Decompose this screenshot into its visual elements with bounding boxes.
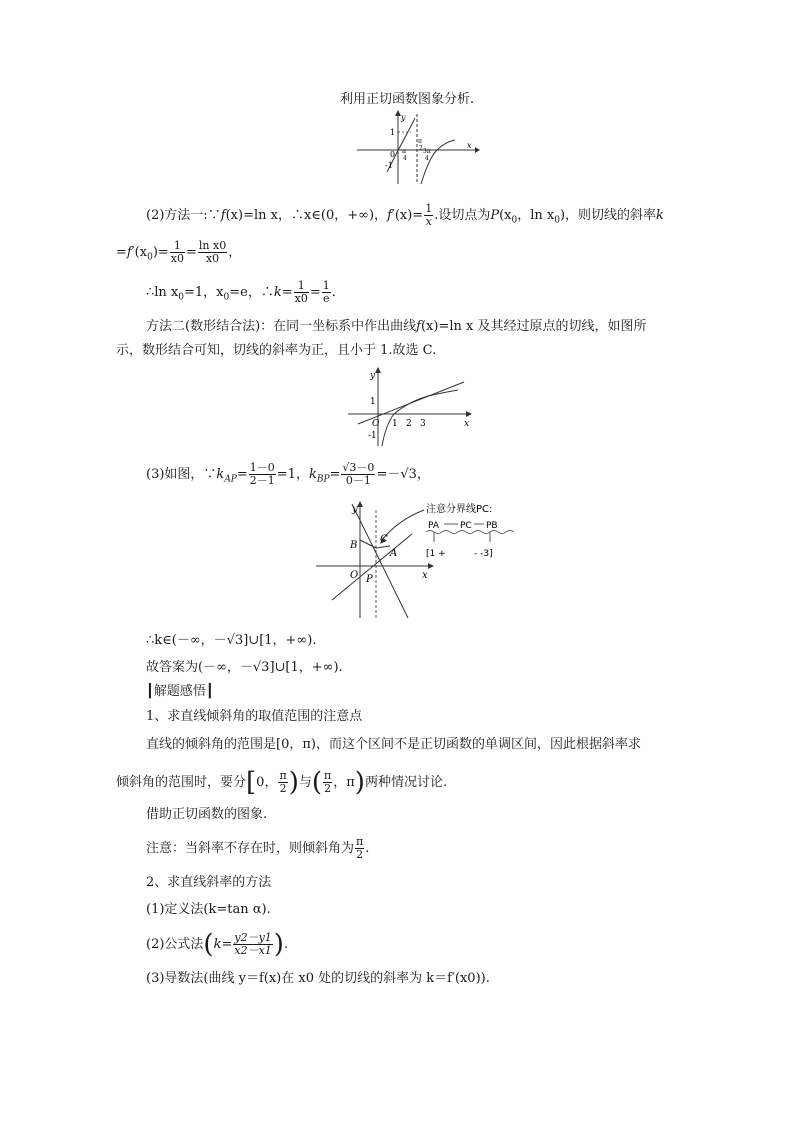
para-2: 借助正切函数的图象. — [146, 807, 268, 822]
fig1-pi4-den: 4 — [403, 155, 407, 162]
fig3-note-title: 注意分界线PC: — [426, 504, 493, 515]
para-1b: 倾斜角的范围时，要分[0， $\frac{\pi}{2}$ )与( $\frac{\pi}{2}$ ，π)两种情况讨论. — [116, 767, 448, 798]
fig1-pi2-num: π — [418, 138, 422, 145]
method-derivative: (3)导数法(曲线 y＝f(x)在 x0 处的切线的斜率为 k＝f′(x0)). — [146, 971, 490, 986]
method-definition: (1)定义法(k=tan α). — [146, 902, 271, 917]
para-3: 注意：当斜率不存在时，则倾斜角为 $\frac{\pi}{2}$ . — [146, 835, 370, 861]
fig1-origin: 0 — [390, 150, 396, 159]
method-formula: (2)公式法(k= $\frac{y2-y1}{x2-x1}$ ). — [146, 929, 289, 960]
fig2-x-label: x — [464, 419, 470, 429]
answer-line: 故答案为(－∞，－√3]∪[1，+∞). — [146, 660, 343, 675]
fig2-tick-x2: 2 — [406, 419, 412, 429]
fig2-y-label: y — [370, 371, 376, 381]
method1-line-b: $=f'(x_0)=$ $\frac{1}{x0}$ = $\frac{\text{ln x0}}{x0}$ ， — [116, 239, 242, 265]
method1-line-a: (2)方法一:∵f(x)=ln x，∴x∈(0，+∞)，f′(x)= $\frac{1}{x}$ .设切点为$P(x_0$，$\ln x_0$)，则切线的斜率k — [146, 202, 664, 228]
para-1a: 直线的倾斜角的范围是[0，π)，而这个区间不是正切函数的单调区间，因此根据斜率求 — [146, 737, 641, 752]
fig3-point-c: C — [380, 534, 388, 545]
fig1-pi2-den: 2 — [419, 145, 423, 152]
fig1-3pi4-num: 3π — [423, 148, 431, 155]
fig1-tick-minus1: -1 — [385, 161, 393, 170]
fig3-note-pb: PB — [486, 521, 498, 531]
k-range: ∴k∈(－∞，－√3]∪[1，+∞). — [146, 633, 317, 648]
method2-line-1: 方法二(数形结合法)：在同一坐标系中作出曲线f(x)=ln x 及其经过原点的切线，如图所 — [146, 319, 647, 334]
fig3-x-label: x — [422, 570, 428, 581]
tangent-graph-figure — [355, 110, 480, 186]
fig1-x-label: x — [467, 141, 472, 150]
intro-text: 利用正切函数图象分析. — [340, 92, 475, 107]
slope-range-figure — [312, 500, 517, 620]
fig1-pi4-num: π — [402, 148, 406, 155]
fig2-tick-x1: 1 — [392, 419, 398, 429]
fig1-y-label: y — [401, 113, 406, 122]
fig3-point-b: B — [350, 540, 358, 551]
insight-header: ┃解题感悟┃ — [146, 684, 214, 699]
heading-1: 1、求直线倾斜角的取值范围的注意点 — [146, 709, 363, 724]
method2-line-2: 示，数形结合可知，切线的斜率为正，且小于 1.故选 C. — [116, 343, 437, 358]
method1-line-c: ∴ln $x_0=1$，$x_0=e$，∴k= $\frac{1}{x0}$ = $\frac{1}{e}$ . — [146, 279, 336, 305]
fig3-point-a: A — [390, 548, 398, 559]
part3-slopes: (3)如图，$\because k_{AP}=$ $\frac{1-0}{2-1}$ =1，$k_{BP}=$ $\frac{√3-0}{0-1}$ =－√3， — [146, 461, 430, 487]
heading-2: 2、求直线斜率的方法 — [146, 875, 272, 890]
fig3-note-range2: - -3] — [474, 549, 493, 559]
fig3-note-pa: PA — [428, 521, 440, 531]
fig2-tick-ym1: -1 — [368, 431, 377, 441]
fig3-y-label: y — [352, 504, 358, 515]
fig3-note-pc: PC — [460, 521, 472, 531]
ln-graph-figure — [348, 366, 476, 448]
fig3-point-p: P — [366, 574, 373, 585]
fig2-tick-x3: 3 — [420, 419, 426, 429]
fig3-note-range1: [1 + — [426, 549, 446, 559]
fig1-tick-1: 1 — [390, 128, 396, 137]
fig3-origin: O — [350, 570, 359, 581]
fig1-3pi4-den: 4 — [425, 155, 429, 162]
fig2-tick-y1: 1 — [370, 397, 376, 407]
fig2-origin: O — [372, 419, 380, 429]
